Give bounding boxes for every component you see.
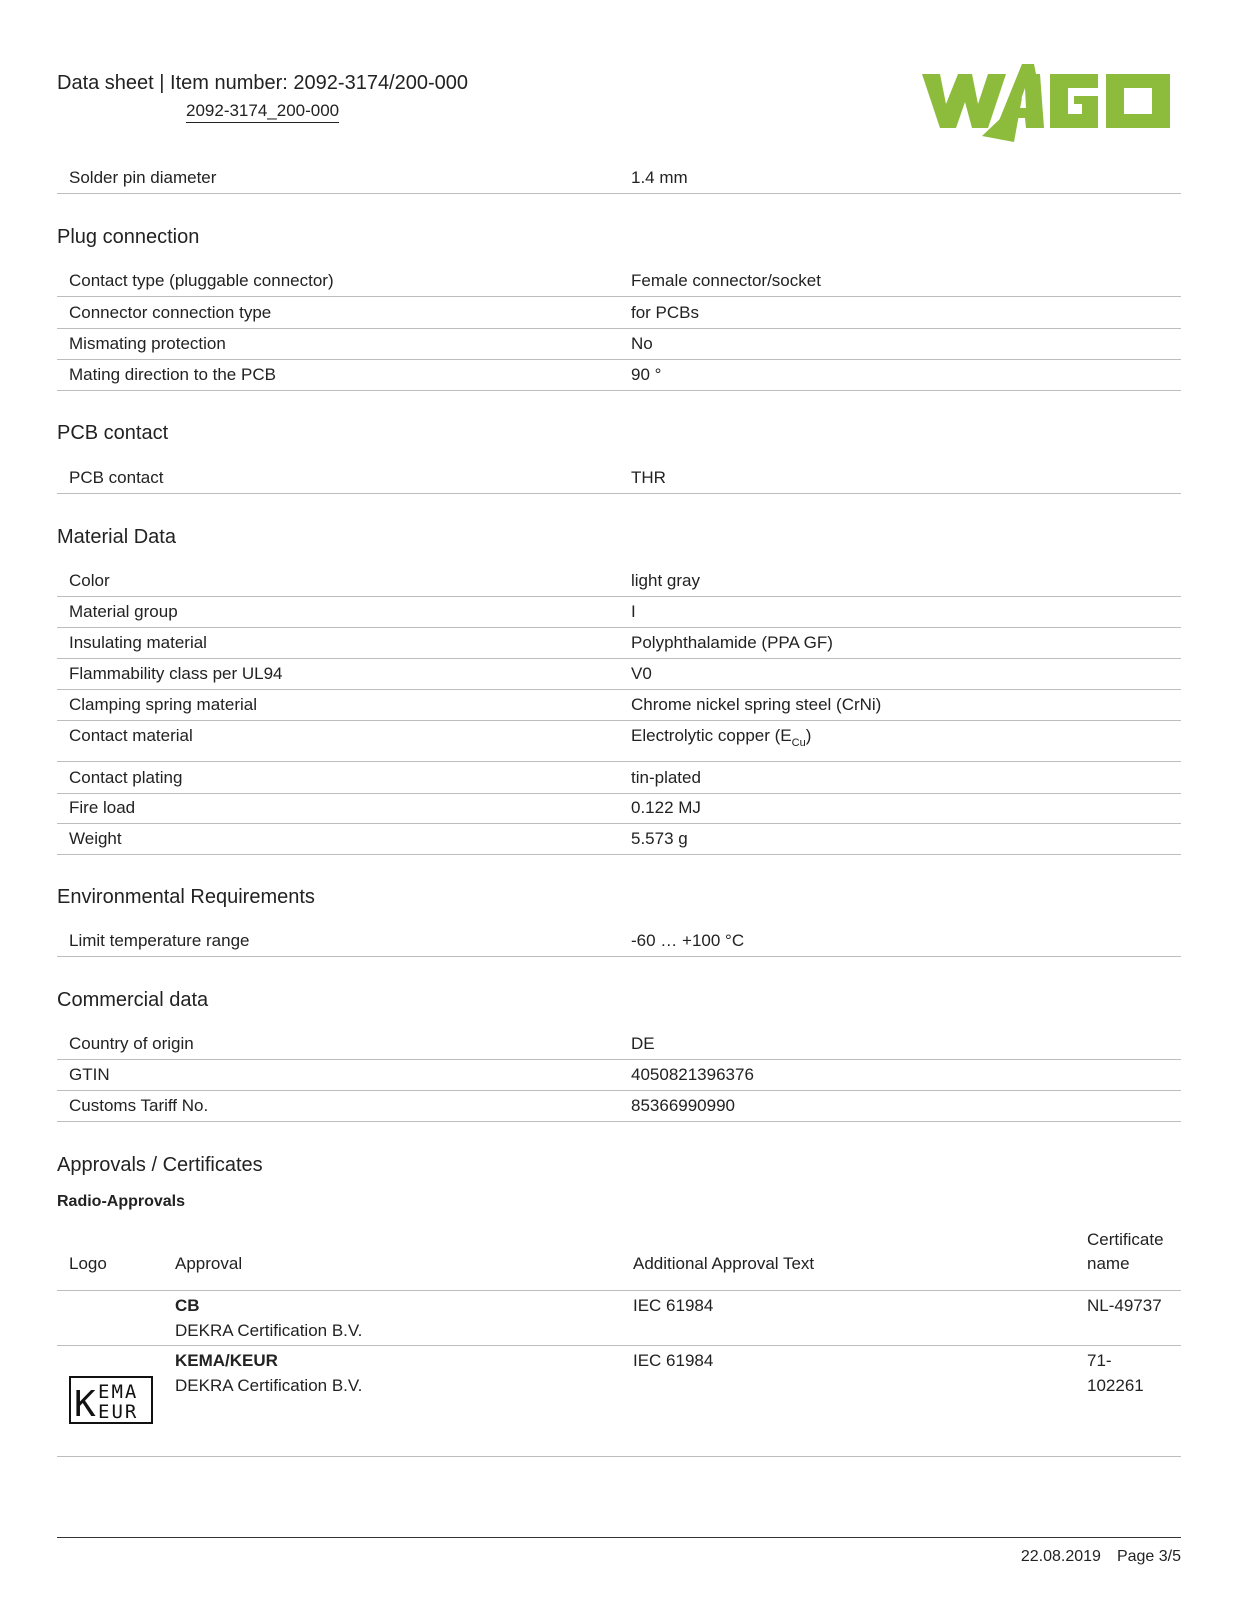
section-title-environmental: Environmental Requirements [57, 886, 315, 908]
wago-logo [922, 58, 1180, 142]
spec-label: PCB contact [69, 468, 164, 487]
spec-row [57, 462, 1181, 494]
spec-value: I [631, 602, 636, 621]
spec-label: Fire load [69, 798, 136, 817]
section-title-plug-connection: Plug connection [57, 226, 200, 248]
spec-label: Country of origin [69, 1034, 194, 1053]
spec-value: 5.573 g [631, 829, 688, 848]
spec-label: Material group [69, 602, 178, 621]
spec-row [57, 720, 1181, 762]
spec-value [631, 726, 812, 749]
section-title-approvals: Approvals / Certificates [57, 1154, 263, 1176]
column-header-approval: Approval [175, 1254, 243, 1273]
spec-value: THR [631, 468, 666, 487]
spec-value-subscript: Cu [791, 737, 806, 749]
spec-row [57, 1028, 1181, 1060]
spec-row [57, 565, 1181, 597]
spec-value: tin-plated [631, 768, 701, 787]
spec-label: Limit temperature range [69, 931, 250, 950]
spec-row [57, 359, 1181, 391]
column-header-logo: Logo [69, 1254, 107, 1273]
spec-value: 0.122 MJ [631, 798, 701, 817]
approval-org: DEKRA Certification B.V. [175, 1321, 363, 1340]
approval-org: DEKRA Certification B.V. [175, 1376, 363, 1395]
kema-keur-logo [69, 1376, 153, 1424]
spec-value: Polyphthalamide (PPA GF) [631, 633, 833, 652]
spec-label: GTIN [69, 1065, 110, 1084]
spec-label: Contact type (pluggable connector) [69, 271, 334, 290]
approvals-table-header [57, 1228, 1181, 1291]
table-row [57, 1346, 1181, 1457]
spec-row [57, 297, 1181, 329]
spec-value: 1.4 mm [631, 168, 688, 187]
spec-value: 4050821396376 [631, 1065, 754, 1084]
spec-row [57, 762, 1181, 794]
kema-logo-top: EMA [98, 1381, 139, 1403]
footer-divider [57, 1537, 1181, 1538]
section-title-pcb-contact: PCB contact [57, 422, 169, 444]
spec-row [57, 596, 1181, 628]
spec-label: Clamping spring material [69, 695, 258, 714]
spec-value: No [631, 334, 653, 353]
spec-value: for PCBs [631, 303, 700, 322]
approval-name: CB [175, 1296, 200, 1315]
column-header-certificate: Certificate [1087, 1230, 1164, 1249]
spec-row [57, 689, 1181, 721]
item-link[interactable]: 2092-3174_200-000 [186, 101, 339, 123]
spec-value: V0 [631, 664, 652, 683]
approval-text: IEC 61984 [633, 1296, 714, 1315]
spec-row [57, 265, 1181, 297]
spec-label: Weight [69, 829, 122, 848]
spec-label: Flammability class per UL94 [69, 664, 283, 683]
kema-logo-k: K [74, 1384, 96, 1424]
section-title-commercial: Commercial data [57, 989, 209, 1011]
spec-label: Contact material [69, 726, 193, 745]
spec-row [57, 925, 1181, 957]
approval-name: KEMA/KEUR [175, 1351, 278, 1370]
spec-value: DE [631, 1034, 655, 1053]
spec-row [57, 792, 1181, 824]
column-header-additional-text: Additional Approval Text [633, 1254, 815, 1273]
spec-row [57, 658, 1181, 690]
certificate-name: 71- [1087, 1351, 1112, 1370]
spec-label: Customs Tariff No. [69, 1096, 209, 1115]
spec-value-main: Electrolytic copper (E [631, 726, 792, 745]
spec-label: Insulating material [69, 633, 207, 652]
table-row [57, 1291, 1181, 1346]
spec-row [57, 627, 1181, 659]
spec-row [57, 1090, 1181, 1122]
spec-label: Mismating protection [69, 334, 226, 353]
section-title-material-data: Material Data [57, 526, 176, 548]
spec-value: -60 … +100 °C [631, 931, 745, 950]
spec-row [57, 162, 1181, 194]
spec-value: Female connector/socket [631, 271, 821, 290]
spec-value-close: ) [805, 726, 812, 745]
footer [1021, 1548, 1181, 1566]
footer-date: 22.08.2019 [1020, 1548, 1101, 1565]
spec-label: Mating direction to the PCB [69, 365, 276, 384]
footer-page: Page 3/5 [1116, 1548, 1181, 1565]
certificate-name-cont: 102261 [1087, 1376, 1144, 1395]
approval-text: IEC 61984 [633, 1351, 714, 1370]
spec-label: Connector connection type [69, 303, 272, 322]
spec-value: light gray [631, 571, 700, 590]
page-title: Data sheet | Item number: 2092-3174/200-000 [57, 72, 469, 94]
subsection-title-radio-approvals: Radio-Approvals [57, 1193, 186, 1210]
spec-value: 85366990990 [631, 1096, 736, 1115]
spec-row [57, 328, 1181, 360]
spec-value: 90 ° [631, 365, 662, 384]
certificate-name: NL-49737 [1087, 1296, 1162, 1315]
column-header-certificate-name: name [1087, 1254, 1130, 1273]
spec-row [57, 1059, 1181, 1091]
spec-label: Color [69, 571, 110, 590]
spec-label: Solder pin diameter [69, 168, 217, 187]
spec-value: Chrome nickel spring steel (CrNi) [631, 695, 882, 714]
spec-label: Contact plating [69, 768, 183, 787]
kema-logo-bottom: EUR [98, 1401, 139, 1423]
spec-row [57, 823, 1181, 855]
